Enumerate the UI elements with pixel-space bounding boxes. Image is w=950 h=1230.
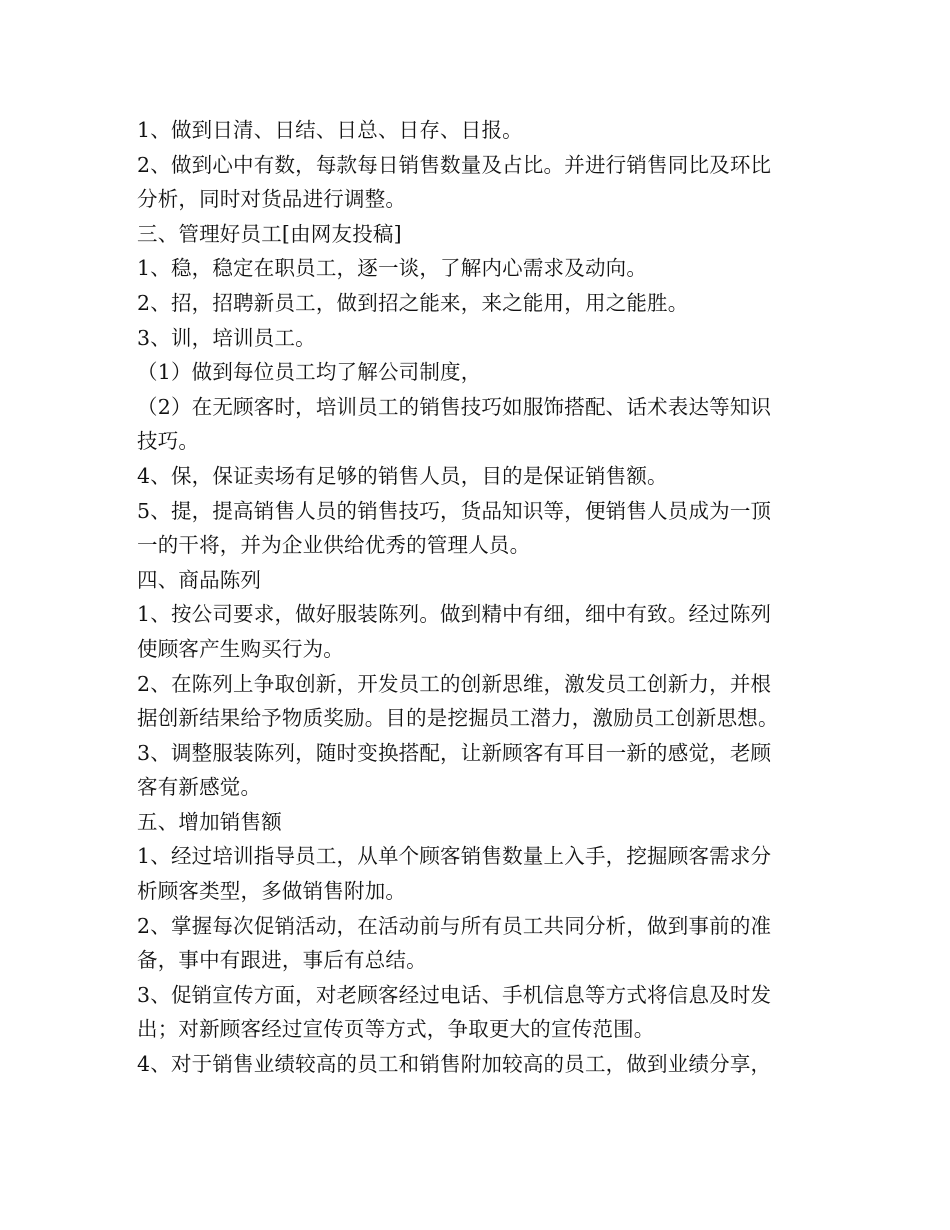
text-line: 备，事中有跟进，事后有总结。: [137, 948, 427, 973]
text-line: 2、招，招聘新员工，做到招之能来，来之能用，用之能胜。: [137, 290, 689, 315]
text-line: （2）在无顾客时，培训员工的销售技巧如服饰搭配、话术表达等知识: [137, 394, 772, 419]
section-heading: 四、商品陈列: [137, 567, 262, 592]
text-line: 2、做到心中有数，每款每日销售数量及占比。并进行销售同比及环比: [137, 152, 772, 177]
text-line: 使顾客产生购买行为。: [137, 636, 344, 661]
document-page: [137, 113, 817, 1082]
text-line: 1、按公司要求，做好服装陈列。做到精中有细，细中有致。经过陈列: [137, 602, 772, 627]
text-line: 2、在陈列上争取创新，开发员工的创新思维，激发员工创新力，并根: [137, 671, 772, 696]
text-line: 一的干将，并为企业供给优秀的管理人员。: [137, 533, 531, 558]
text-line: 客有新感觉。: [137, 775, 262, 800]
text-line: 4、保，保证卖场有足够的销售人员，目的是保证销售额。: [137, 463, 668, 488]
section-heading: 五、增加销售额: [137, 809, 282, 834]
text-line: 析顾客类型，多做销售附加。: [137, 879, 407, 904]
text-line: 3、促销宣传方面，对老顾客经过电话、手机信息等方式将信息及时发: [137, 982, 772, 1007]
section-heading: 三、管理好员工[由网友投稿]: [137, 221, 402, 246]
text-line: 1、稳，稳定在职员工，逐一谈，了解内心需求及动向。: [137, 256, 648, 281]
text-line: 分析，同时对货品进行调整。: [137, 187, 407, 212]
text-line: 据创新结果给予物质奖励。目的是挖掘员工潜力，激励员工创新思想。: [137, 706, 779, 731]
text-line: （1）做到每位员工均了解公司制度，: [137, 360, 482, 385]
text-line: 技巧。: [137, 429, 200, 454]
text-line: 出；对新顾客经过宣传页等方式，争取更大的宣传范围。: [137, 1017, 655, 1042]
text-line: 3、训，培训员工。: [137, 325, 316, 350]
text-line: 1、经过培训指导员工，从单个顾客销售数量上入手，挖掘顾客需求分: [137, 844, 772, 869]
text-line: 2、掌握每次促销活动，在活动前与所有员工共同分析，做到事前的准: [137, 913, 772, 938]
text-line: 5、提，提高销售人员的销售技巧，货品知识等，便销售人员成为一顶: [137, 498, 772, 523]
text-line: 4、对于销售业绩较高的员工和销售附加较高的员工，做到业绩分享，: [137, 1052, 772, 1077]
text-line: 1、做到日清、日结、日总、日存、日报。: [137, 118, 523, 142]
text-line: 3、调整服装陈列，随时变换搭配，让新顾客有耳目一新的感觉，老顾: [137, 740, 772, 765]
